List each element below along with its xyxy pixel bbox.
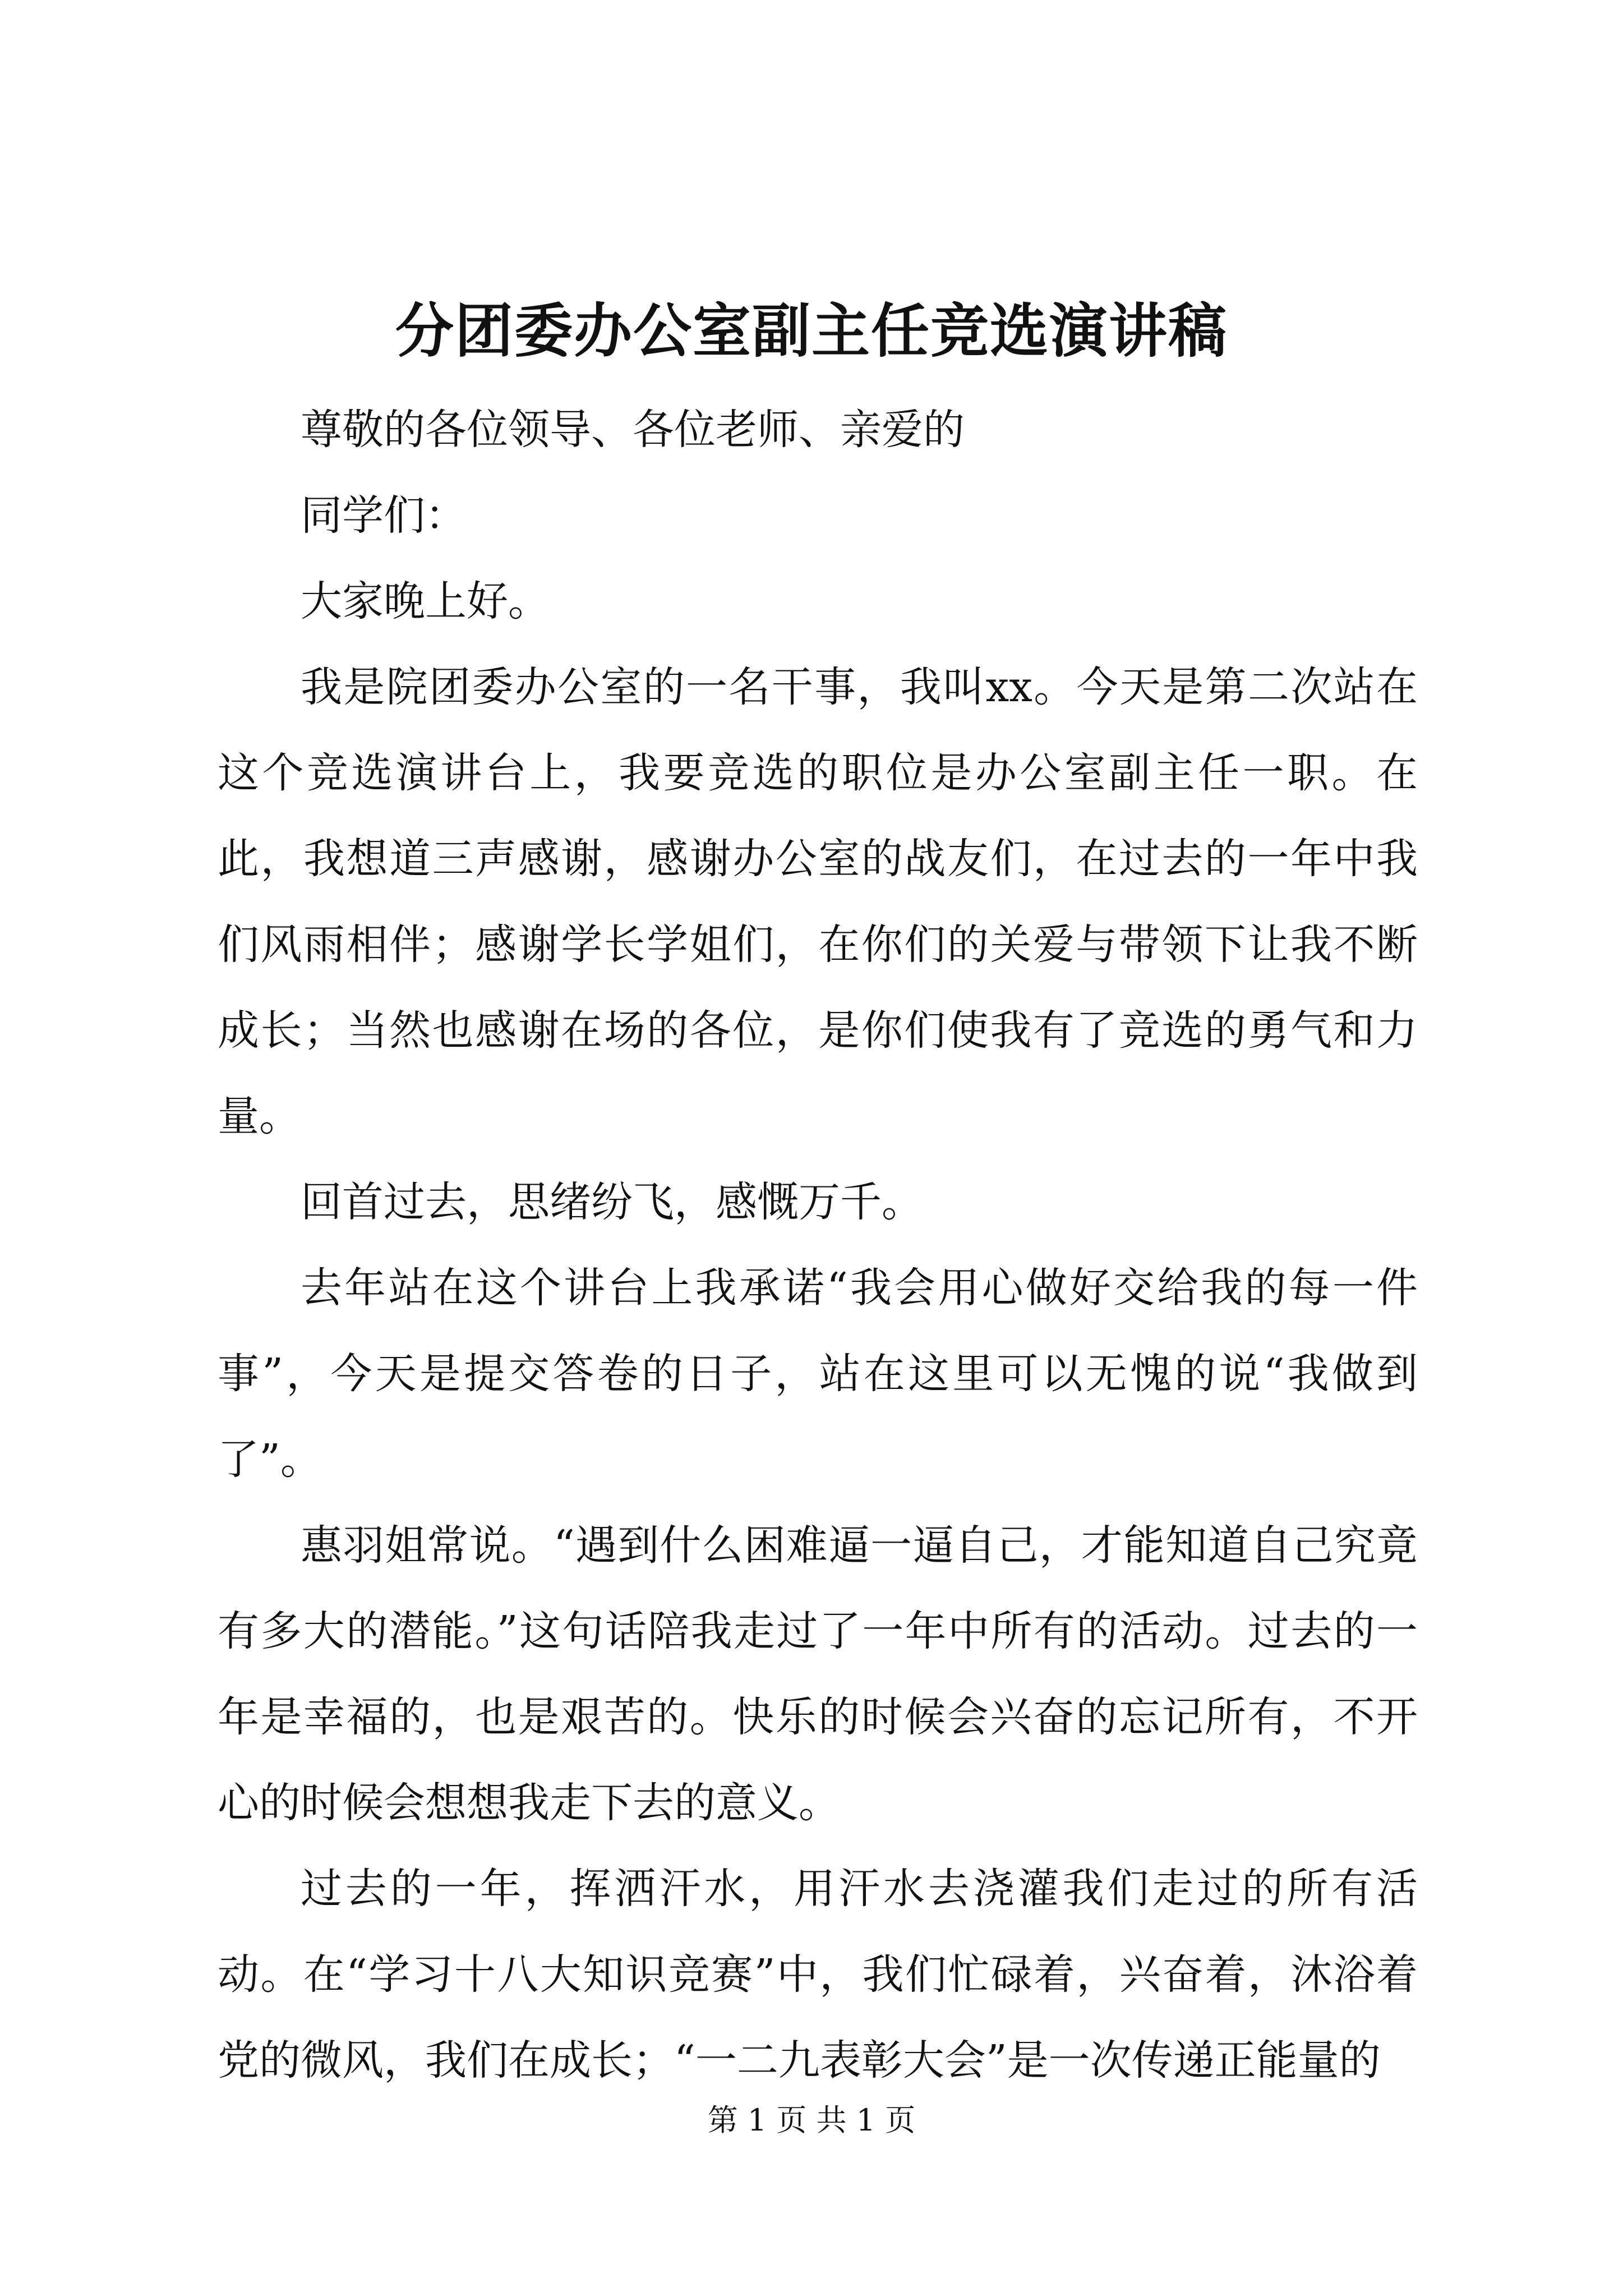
paragraph-salutation-cont: 同学们： [301, 491, 467, 540]
paragraph-activities: 过去的一年，挥洒汗水，用汗水去浇灌我们走过的所有活动。在“学习十八大知识竞赛”中，我们忙碌着，兴奋着，沐浴着党的微风，我们在成长；“一二九表彰大会”是一次传递正能量的 [218, 1865, 1418, 2085]
document-title: 分团委办公室副主任竞选演讲稿 [395, 296, 1228, 365]
paragraph-salutation: 尊敬的各位领导、各位老师、亲爱的 [301, 406, 965, 454]
paragraph-greeting: 大家晚上好。 [301, 577, 550, 625]
paragraph-reflection: 回首过去，思绪纷飞，感慨万千。 [301, 1178, 923, 1226]
page-number-footer: 第 1 页 共 1 页 [707, 2102, 916, 2138]
paragraph-promise: 去年站在这个讲台上我承诺“我会用心做好交给我的每一件事”，今天是提交答卷的日子，站在这里可以无愧的说“我做到了”。 [218, 1264, 1418, 1484]
paragraph-quote: 惠羽姐常说。“遇到什么困难逼一逼自己，才能知道自己究竟有多大的潜能。”这句话陪我走过了一年中所有的活动。过去的一年是幸福的，也是艰苦的。快乐的时候会兴奋的忘记所有，不开心的时候会想想我走下去的意义。 [218, 1521, 1418, 1827]
paragraph-intro: 我是院团委办公室的一名干事，我叫xx。今天是第二次站在这个竞选演讲台上，我要竞选的职位是办公室副主任一职。在此，我想道三声感谢，感谢办公室的战友们，在过去的一年中我们风雨相伴；感谢学长学姐们，在你们的关爱与带领下让我不断成长；当然也感谢在场的各位，是你们使我有了竞选的勇气和力量。 [218, 663, 1418, 1140]
document-body [218, 387, 1418, 2104]
